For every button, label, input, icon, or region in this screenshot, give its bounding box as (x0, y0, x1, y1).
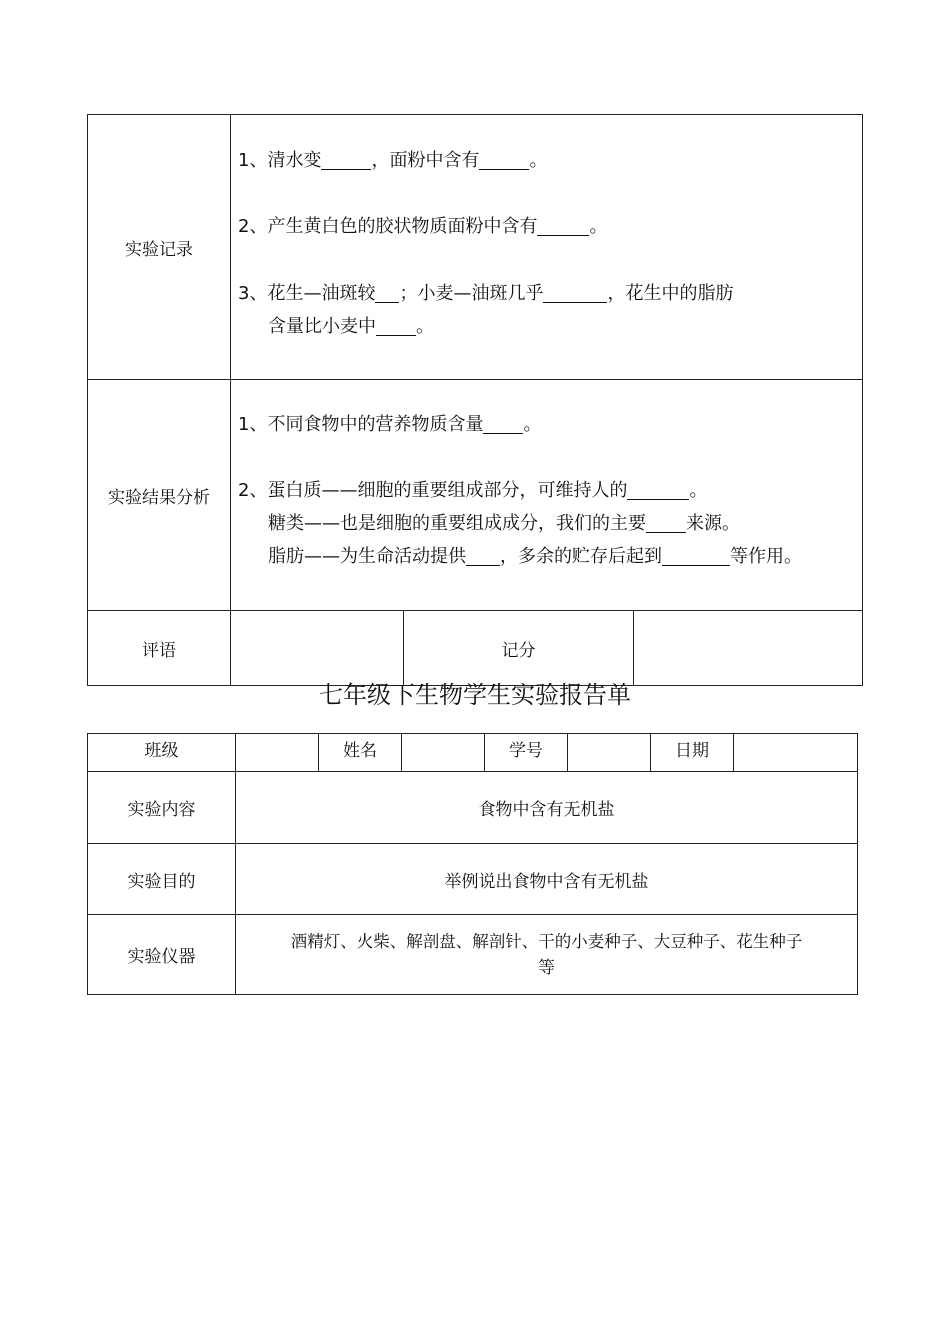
content-value-cell (235, 771, 858, 844)
equipment-value-line-1: 酒精灯、火柴、解剖盘、解剖针、干的小麦种子、大豆种子、花生种子 (290, 931, 803, 951)
record-label: 实验记录 (125, 239, 193, 260)
record-3-text-b: ；小麦—油斑几乎 (399, 283, 544, 304)
content-label: 实验内容 (127, 800, 196, 820)
equipment-value-line-2: 等 (538, 957, 555, 978)
analysis-1-text-a: 1、不同食物中的营养物质含量 (238, 414, 484, 435)
analysis-line-2 (238, 479, 707, 503)
equipment-label: 实验仪器 (127, 947, 196, 967)
record-4-text-b: 。 (416, 316, 434, 337)
record-4-text-a: 含量比小麦中 (268, 316, 376, 337)
content-value: 食物中含有无机盐 (478, 800, 615, 820)
analysis-line-1 (238, 413, 541, 437)
score-input-cell[interactable] (633, 610, 863, 686)
blank-field[interactable] (479, 149, 529, 170)
analysis-label-cell (87, 379, 231, 611)
comment-label: 评语 (142, 640, 176, 661)
analysis-4-text-c: 等作用。 (730, 546, 802, 567)
record-line-3 (238, 282, 733, 306)
record-1-text-a: 1、清水变 (238, 150, 322, 171)
blank-field[interactable] (483, 413, 523, 434)
analysis-line-3 (268, 512, 740, 536)
comment-input-cell[interactable] (230, 610, 404, 686)
blank-field[interactable] (662, 545, 730, 566)
blank-field[interactable] (627, 479, 689, 500)
content-label-cell (87, 771, 236, 844)
score-label-cell (403, 610, 634, 686)
record-1-text-c: 。 (529, 150, 548, 171)
analysis-3-text-a: 糖类——也是细胞的重要组成成分，我们的主要 (268, 513, 646, 534)
blank-field[interactable] (321, 149, 371, 170)
analysis-2-text-a: 2、蛋白质——细胞的重要组成部分，可维持人的 (238, 480, 628, 501)
blank-field[interactable] (543, 282, 607, 303)
record-2-text-a: 2、产生黄白色的胶状物质面粉中含有 (238, 216, 538, 237)
record-2-text-b: 。 (589, 216, 608, 237)
score-label: 记分 (501, 640, 536, 661)
record-line-2 (238, 215, 607, 239)
class-label-cell (87, 733, 236, 772)
blank-field[interactable] (646, 512, 686, 533)
analysis-1-text-b: 。 (523, 414, 542, 435)
blank-field[interactable] (376, 315, 416, 336)
record-3-text-c: ，花生中的脂肪 (607, 283, 734, 304)
blank-field[interactable] (466, 545, 500, 566)
record-3-text-a: 3、花生—油斑较 (238, 283, 376, 304)
purpose-label: 实验目的 (127, 871, 196, 892)
class-input-cell[interactable] (235, 733, 319, 772)
name-label: 姓名 (343, 741, 377, 761)
student-no-label-cell (484, 733, 568, 772)
blank-field[interactable] (537, 215, 589, 236)
student-no-label: 学号 (509, 741, 543, 761)
analysis-line-4 (268, 545, 802, 569)
analysis-3-text-b: 来源。 (686, 513, 740, 534)
record-line-1 (238, 149, 547, 173)
analysis-label: 实验结果分析 (108, 487, 210, 508)
analysis-2-text-b: 。 (689, 480, 708, 501)
student-no-input-cell[interactable] (567, 733, 651, 772)
date-label: 日期 (675, 741, 709, 761)
comment-label-cell (87, 610, 231, 686)
report-title: 七年级下生物学生实验报告单 (319, 681, 631, 709)
date-label-cell (650, 733, 734, 772)
record-1-text-b: ，面粉中含有 (371, 150, 480, 171)
purpose-value-cell (235, 843, 858, 915)
name-input-cell[interactable] (401, 733, 485, 772)
equipment-value-cell (235, 914, 858, 995)
analysis-4-text-b: ，多余的贮存后起到 (500, 546, 662, 567)
record-label-cell (87, 114, 231, 380)
blank-field[interactable] (375, 282, 399, 303)
date-input-cell[interactable] (733, 733, 858, 772)
name-label-cell (318, 733, 402, 772)
equipment-label-cell (87, 914, 236, 995)
record-line-4 (268, 315, 434, 339)
class-label: 班级 (144, 741, 179, 761)
purpose-label-cell (87, 843, 236, 915)
purpose-value: 举例说出食物中含有无机盐 (444, 871, 649, 892)
analysis-4-text-a: 脂肪——为生命活动提供 (268, 546, 466, 567)
